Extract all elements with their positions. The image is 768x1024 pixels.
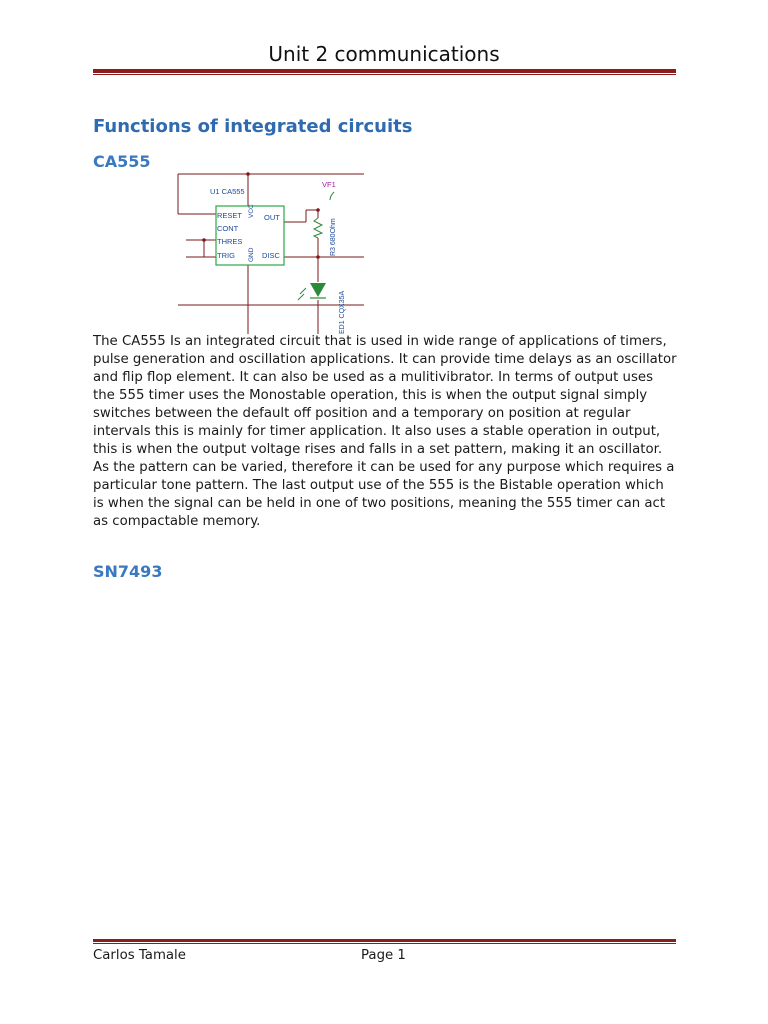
pin-trig: TRIG [217,251,235,260]
chip-heading-ca555: CA555 [93,152,151,171]
pin-thres: THRES [217,237,243,246]
section-heading: Functions of integrated circuits [93,116,413,137]
ca555-circuit-diagram [176,170,366,336]
vf-label: VF1 [322,180,336,189]
footer-author: Carlos Tamale [93,948,186,963]
header-rule [93,69,676,75]
ca555-description: The CA555 Is an integrated circuit that is used in wide range of applications of timers, pulse generation and oscillation applications. It can provide time delays as an oscillator and flip flop element. It can also be used as a mulitivibrator. In terms of output uses the 555 timer uses the Monostable operation, this is when the output signal simply switches between the default off position and a temporary on position at regular intervals this is mainly for timer application. It also uses a stable operation in output, this is when the output voltage rises and falls in a set pattern, making it an oscillator. As the pattern can be varied, therefore it can be used for any purpose which requires a particular tone pattern. The last output use of the 555 is the Bistable operation which is when the signal can be held in one of two positions, meaning the 555 timer can act as compactable memory. [93,334,677,529]
chip-label: U1 CA555 [210,187,245,196]
footer-rule [93,939,676,944]
pin-disc: DISC [262,251,280,260]
resistor-label: R3 680Ohm [330,218,337,256]
chip-heading-sn7493: SN7493 [93,562,163,581]
pin-cont: CONT [217,224,239,233]
led-label: ED1 CQX35A [339,290,346,334]
page-header-title: Unit 2 communications [268,42,500,66]
pin-reset: RESET [217,211,243,220]
led-icon [310,283,326,297]
pin-gnd: GND [248,247,255,262]
pin-vcc: VCC [248,204,255,218]
footer-page-number: Page 1 [361,948,406,963]
pin-out: OUT [264,213,280,222]
